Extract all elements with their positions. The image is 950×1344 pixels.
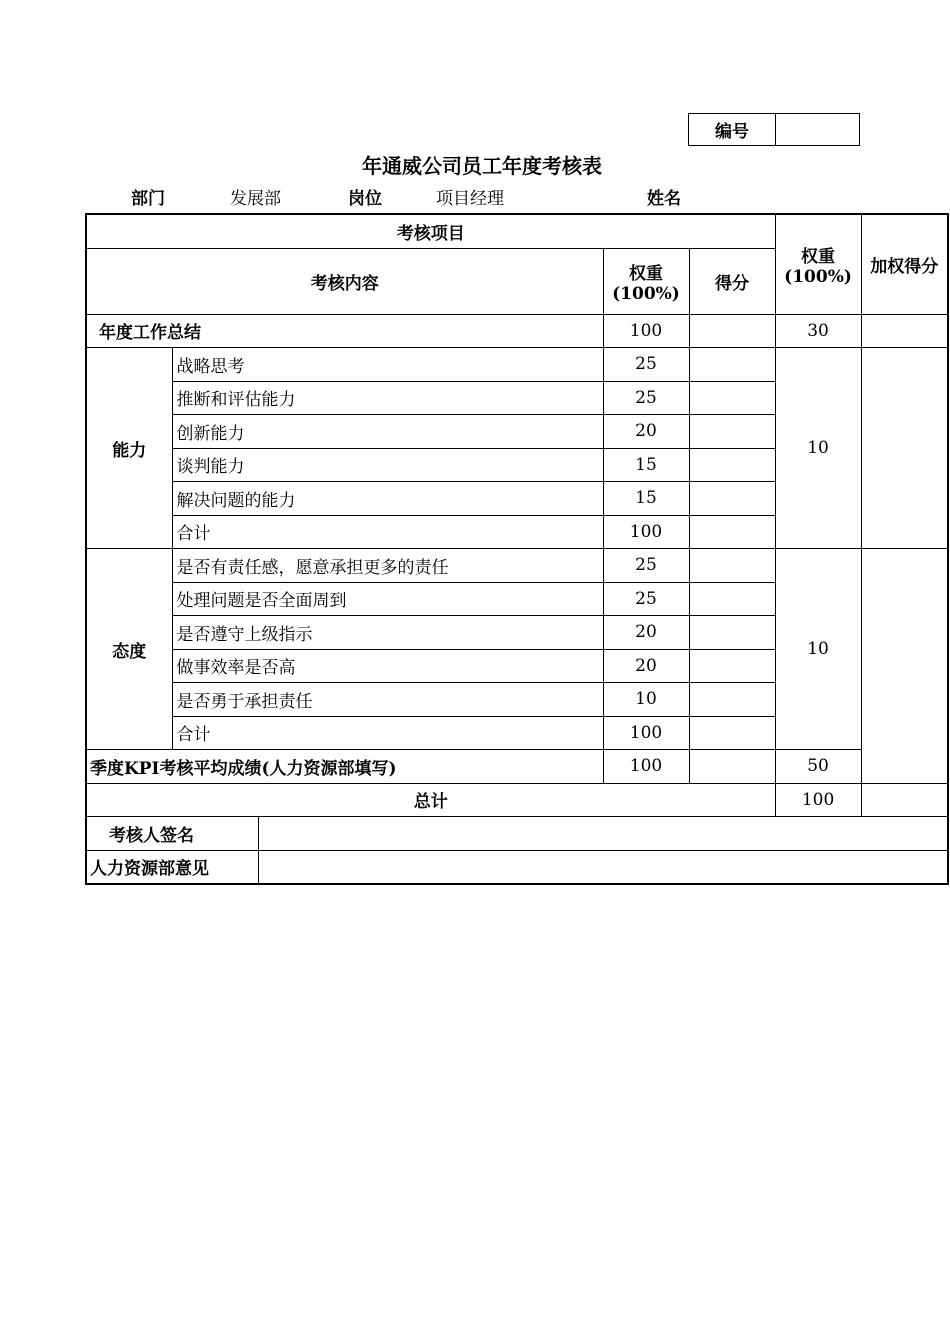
annual-row [86, 314, 948, 348]
attitude-weighted-field[interactable] [861, 549, 948, 784]
ability-score-field[interactable] [689, 482, 775, 516]
ability-row [86, 348, 948, 382]
signature-row [86, 817, 948, 851]
dept-label: 部门 [131, 189, 165, 209]
ability-item: 战略思考 [172, 348, 603, 382]
kpi-weight: 100 [603, 750, 689, 784]
ability-label: 能力 [86, 348, 172, 549]
annual-section-weight: 30 [775, 314, 861, 348]
ability-section-weight: 10 [775, 348, 861, 549]
kpi-section-weight: 50 [775, 750, 861, 784]
hr-opinion-field[interactable] [258, 850, 948, 884]
attitude-label: 态度 [86, 549, 172, 750]
attitude-score-field[interactable] [689, 716, 775, 750]
attitude-item: 是否勇于承担责任 [172, 683, 603, 717]
header-weighted-score: 加权得分 [861, 214, 948, 314]
total-label: 总计 [86, 783, 775, 817]
attitude-item: 是否遵守上级指示 [172, 616, 603, 650]
ability-item: 创新能力 [172, 415, 603, 449]
signature-label: 考核人签名 [86, 817, 258, 851]
ability-weight: 25 [603, 381, 689, 415]
ability-weight: 20 [603, 415, 689, 449]
ability-item: 解决问题的能力 [172, 482, 603, 516]
header-item: 考核项目 [86, 214, 775, 248]
attitude-weight: 25 [603, 549, 689, 583]
attitude-weight: 25 [603, 582, 689, 616]
total-value: 100 [775, 783, 861, 817]
ability-weighted-field[interactable] [861, 348, 948, 549]
attitude-weight: 20 [603, 649, 689, 683]
ability-item: 谈判能力 [172, 448, 603, 482]
post-label: 岗位 [348, 189, 382, 209]
kpi-score-field[interactable] [689, 750, 775, 784]
header-score: 得分 [689, 248, 775, 314]
annual-score-field[interactable] [689, 314, 775, 348]
annual-weighted-field[interactable] [861, 314, 948, 348]
ability-weight: 25 [603, 348, 689, 382]
hr-opinion-label: 人力资源部意见 [86, 850, 258, 884]
post-value: 项目经理 [436, 189, 504, 209]
ability-score-field[interactable] [689, 348, 775, 382]
signature-field[interactable] [258, 817, 948, 851]
ability-score-field[interactable] [689, 448, 775, 482]
ability-weight: 15 [603, 448, 689, 482]
attitude-section-weight: 10 [775, 549, 861, 750]
attitude-weight: 20 [603, 616, 689, 650]
header-weight-pct: (100%) [612, 283, 680, 304]
serial-number-box [688, 113, 860, 146]
attitude-score-field[interactable] [689, 683, 775, 717]
page-title: 年通威公司员工年度考核表 [362, 154, 602, 178]
header-weight-label: 权重 [629, 263, 663, 284]
ability-subtotal-label: 合计 [172, 515, 603, 549]
appraisal-table [85, 213, 949, 885]
serial-number-label: 编号 [689, 114, 776, 145]
attitude-score-field[interactable] [689, 582, 775, 616]
ability-score-field[interactable] [689, 415, 775, 449]
kpi-row [86, 750, 948, 784]
header-weight2 [775, 214, 861, 314]
annual-weight: 100 [603, 314, 689, 348]
total-weighted-field[interactable] [861, 783, 948, 817]
attitude-subtotal-weight: 100 [603, 716, 689, 750]
total-row [86, 783, 948, 817]
header-row [86, 214, 948, 248]
kpi-label: 季度KPI考核平均成绩(人力资源部填写) [86, 750, 603, 784]
attitude-item: 处理问题是否全面周到 [172, 582, 603, 616]
header-weight2-pct: (100%) [784, 266, 852, 287]
ability-score-field[interactable] [689, 515, 775, 549]
header-content: 考核内容 [86, 248, 603, 314]
attitude-score-field[interactable] [689, 549, 775, 583]
ability-weight: 15 [603, 482, 689, 516]
serial-number-field[interactable] [776, 114, 859, 145]
name-label: 姓名 [647, 189, 681, 209]
header-weight2-label: 权重 [801, 246, 836, 267]
dept-value: 发展部 [230, 189, 281, 209]
annual-label: 年度工作总结 [86, 314, 603, 348]
attitude-score-field[interactable] [689, 649, 775, 683]
attitude-item: 做事效率是否高 [172, 649, 603, 683]
attitude-score-field[interactable] [689, 616, 775, 650]
ability-subtotal-weight: 100 [603, 515, 689, 549]
attitude-subtotal-label: 合计 [172, 716, 603, 750]
attitude-row [86, 549, 948, 583]
ability-item: 推断和评估能力 [172, 381, 603, 415]
ability-score-field[interactable] [689, 381, 775, 415]
hr-opinion-row [86, 850, 948, 884]
attitude-weight: 10 [603, 683, 689, 717]
header-weight [603, 248, 689, 314]
attitude-item: 是否有责任感，愿意承担更多的责任 [172, 549, 603, 583]
